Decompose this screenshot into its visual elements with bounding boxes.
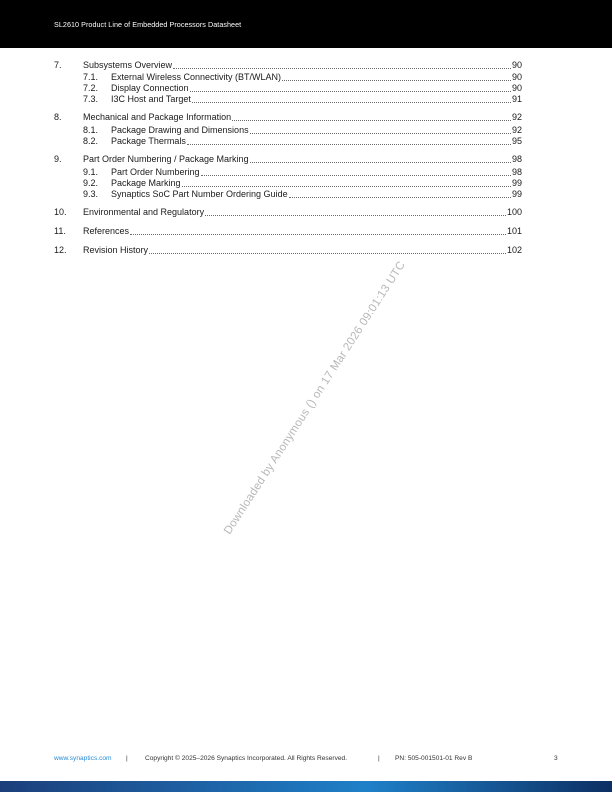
toc-entry-9-2[interactable]: [83, 178, 522, 189]
copyright-notice: Copyright © 2025–2026 Synaptics Incorporated. All Rights Reserved.: [145, 755, 348, 762]
document-title: SL2610 Product Line of Embedded Processors Datasheet: [54, 20, 242, 29]
toc-entry-9-1[interactable]: [83, 167, 522, 178]
toc-entry-7-3[interactable]: [83, 94, 522, 105]
toc-leader: [130, 234, 506, 235]
toc-leader: [173, 68, 511, 69]
toc-number: 7.1.: [83, 72, 99, 82]
toc-label: Package Drawing and Dimensions: [111, 125, 249, 135]
toc-number: 9.1.: [83, 167, 99, 177]
website-link[interactable]: www.synaptics.com: [54, 755, 112, 762]
toc-label: External Wireless Connectivity (BT/WLAN): [111, 72, 282, 82]
toc-label: Subsystems Overview: [83, 60, 173, 70]
toc-page: 101: [506, 226, 522, 236]
toc-label: Package Marking: [111, 178, 181, 188]
toc-label: Mechanical and Package Information: [83, 112, 232, 122]
toc-entry-9-3[interactable]: [83, 189, 522, 200]
toc-label: Environmental and Regulatory: [83, 207, 205, 217]
page-header: [0, 0, 612, 48]
toc-leader: [187, 144, 511, 145]
toc-page: 99: [511, 178, 522, 188]
toc-number: 9.: [54, 154, 62, 164]
toc-number: 10.: [54, 207, 67, 217]
toc-label: Part Order Numbering: [111, 167, 200, 177]
toc-page: 90: [511, 60, 522, 70]
toc-number: 7.3.: [83, 94, 99, 104]
toc-page: 90: [511, 83, 522, 93]
toc-page: 98: [511, 154, 522, 164]
toc-label: I3C Host and Target: [111, 94, 191, 104]
toc-number: 8.1.: [83, 125, 99, 135]
toc-leader: [205, 215, 506, 216]
part-number: PN: 505-001501-01 Rev B: [395, 755, 473, 762]
page-number: 3: [554, 755, 558, 762]
toc-entry-7-1[interactable]: [83, 72, 522, 83]
toc-entry-7[interactable]: [54, 60, 522, 71]
toc-page: 95: [511, 136, 522, 146]
toc-leader: [289, 197, 511, 198]
toc-label: Part Order Numbering / Package Marking: [83, 154, 249, 164]
toc-leader: [190, 91, 511, 92]
toc-entry-8-1[interactable]: [83, 125, 522, 136]
toc-number: 9.2.: [83, 178, 99, 188]
footer-separator: |: [126, 755, 128, 762]
toc-leader: [182, 186, 511, 187]
toc-page: 98: [511, 167, 522, 177]
toc-entry-12[interactable]: [54, 245, 522, 256]
toc-number: 11.: [54, 226, 66, 236]
toc-number: 7.: [54, 60, 62, 70]
toc-leader: [232, 120, 511, 121]
toc-leader: [149, 253, 506, 254]
toc-label: Display Connection: [111, 83, 189, 93]
toc-entry-11[interactable]: [54, 226, 522, 237]
page-footer: [0, 755, 612, 765]
toc-number: 8.: [54, 112, 62, 122]
toc-leader: [250, 162, 511, 163]
toc-label: References: [83, 226, 130, 236]
toc-leader: [250, 133, 511, 134]
toc-page: 99: [511, 189, 522, 199]
toc-page: 92: [511, 125, 522, 135]
toc-entry-8-2[interactable]: [83, 136, 522, 147]
toc-number: 12.: [54, 245, 67, 255]
toc-leader: [192, 102, 511, 103]
footer-brand-bar: [0, 781, 612, 792]
toc-entry-7-2[interactable]: [83, 83, 522, 94]
toc-number: 7.2.: [83, 83, 99, 93]
toc-number: 8.2.: [83, 136, 99, 146]
toc-label: Synaptics SoC Part Number Ordering Guide: [111, 189, 288, 199]
toc-number: 9.3.: [83, 189, 99, 199]
toc-leader: [201, 175, 511, 176]
toc-page: 100: [506, 207, 522, 217]
footer-separator: |: [378, 755, 380, 762]
download-watermark: Downloaded by Anonymous () on 17 Mar 2026 09:01:13 UTC: [222, 259, 408, 537]
toc-page: 90: [511, 72, 522, 82]
toc-page: 102: [506, 245, 522, 255]
toc-label: Package Thermals: [111, 136, 186, 146]
toc-entry-9[interactable]: [54, 154, 522, 165]
toc-entry-10[interactable]: [54, 207, 522, 218]
toc-label: Revision History: [83, 245, 149, 255]
toc-leader: [282, 80, 511, 81]
toc-entry-8[interactable]: [54, 112, 522, 123]
toc-page: 92: [511, 112, 522, 122]
toc-page: 91: [511, 94, 522, 104]
